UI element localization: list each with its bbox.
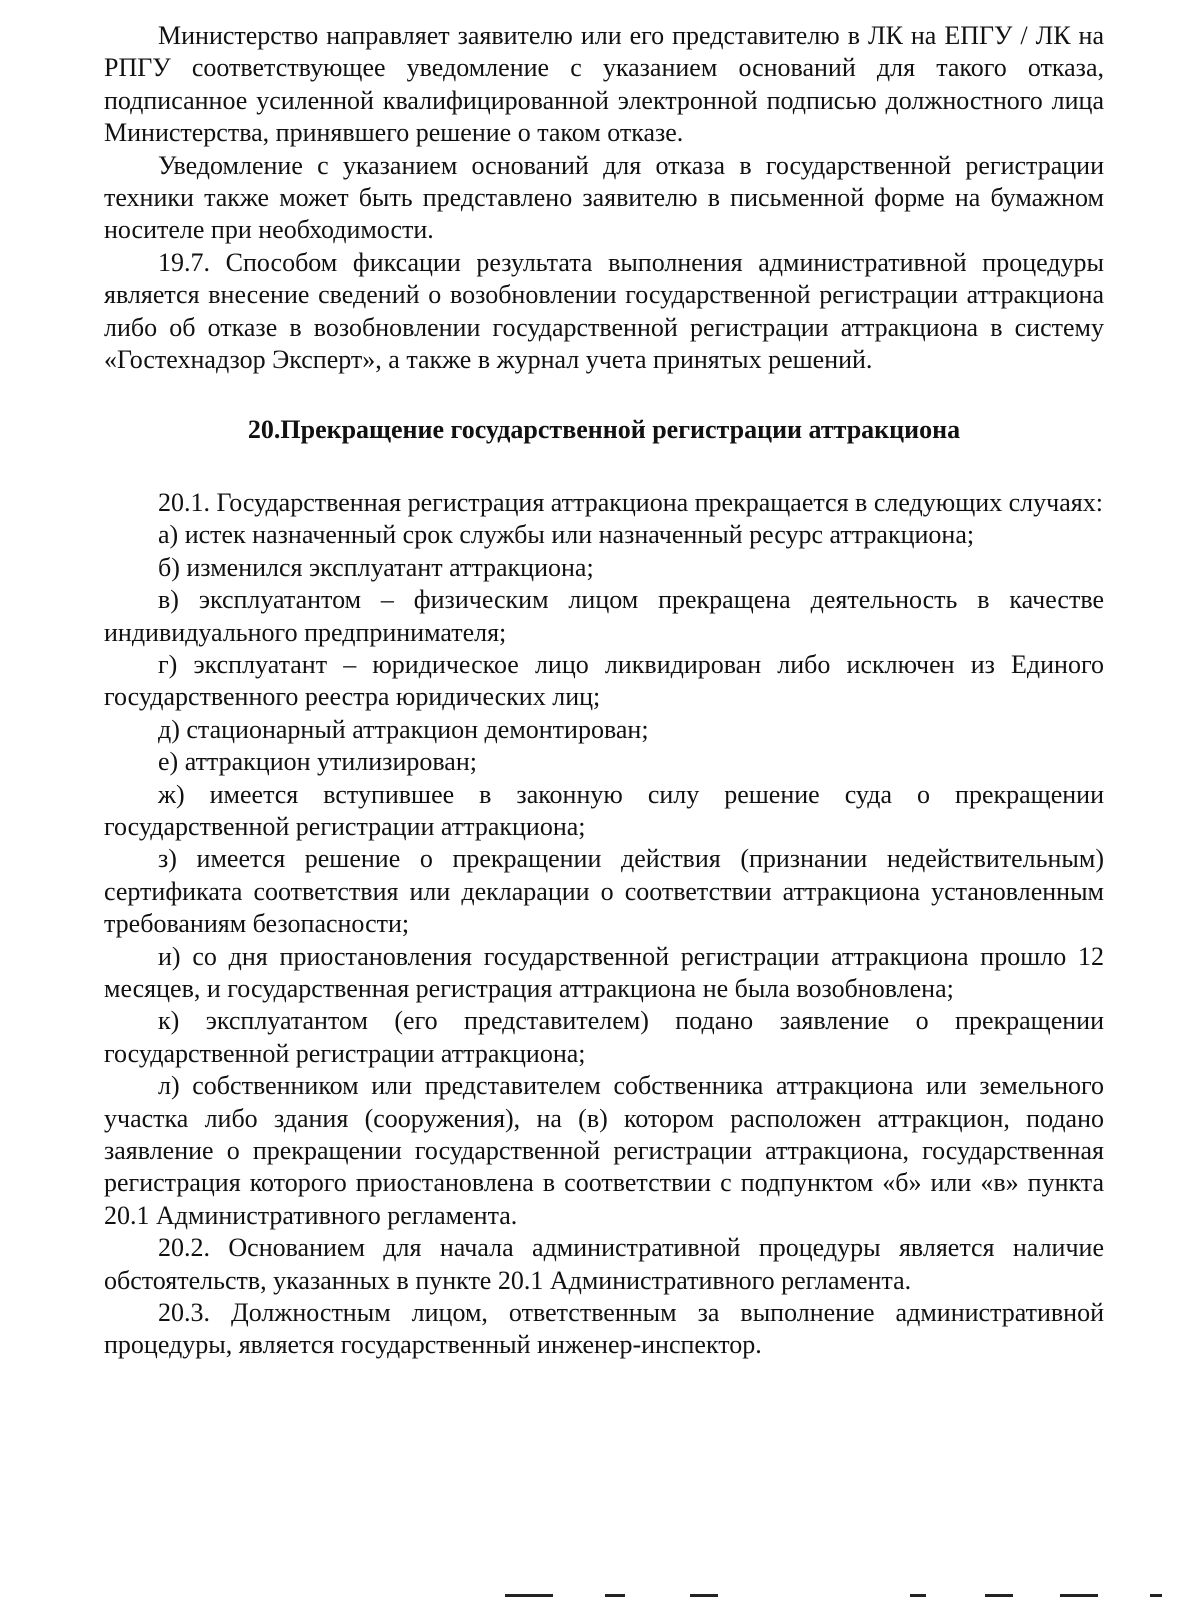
paragraph-notification: Министерство направляет заявителю или его представителю в ЛК на ЕПГУ / ЛК на РПГУ соответствующее уведомление с указанием оснований для такого отказа, подписанное усиленной квалифицированной электронной подписью должностного лица Министерства, принявшего решение о таком отказе. xyxy=(104,21,1104,148)
paragraph-paper-notification: Уведомление с указанием оснований для отказа в государственной регистрации техники также может быть представлено заявителю в письменной форме на бумажном носителе при необходимости. xyxy=(104,150,1104,245)
list-item-g: г) эксплуатант – юридическое лицо ликвидирован либо исключен из Единого государственного реестра юридических лиц; xyxy=(104,649,1104,712)
list-item-k: к) эксплуатантом (его представителем) подано заявление о прекращении государственной регистрации аттракциона; xyxy=(104,1006,1104,1068)
scan-edge-artifacts xyxy=(0,1588,1200,1605)
list-item-zh: ж) имеется вступившее в законную силу решение суда о прекращении государственной регистрации аттракциона; xyxy=(104,779,1104,841)
list-item-e: е) аттракцион утилизирован; xyxy=(158,747,477,777)
list-item-d: д) стационарный аттракцион демонтирован; xyxy=(158,714,649,744)
section-heading-20: 20.Прекращение государственной регистрации аттракциона xyxy=(247,415,961,445)
list-item-z: з) имеется решение о прекращении действия (признании недействительным) сертификата соответствия или декларации о соответствии аттракциона установленным требованиям безопасности; xyxy=(104,844,1104,939)
list-item-i: и) со дня приостановления государственной регистрации аттракциона прошло 12 месяцев, и государственная регистрация аттракциона не была возобновлена; xyxy=(104,941,1104,1003)
list-item-b: б) изменился эксплуатант аттракциона; xyxy=(158,552,594,582)
paragraph-20-1: 20.1. Государственная регистрация аттракциона прекращается в следующих случаях: xyxy=(158,487,1103,517)
paragraph-19-7: 19.7. Способом фиксации результата выполнения административной процедуры является внесение сведений о возобновлении государственной регистрации аттракциона либо об отказе в возобновлении государственной регистрации аттракциона в систему «Гостехнадзор Эксперт», а также в журнал учета принятых решений. xyxy=(104,247,1104,375)
list-item-v: в) эксплуатантом – физическим лицом прекращена деятельность в качестве индивидуального предпринимателя; xyxy=(104,585,1104,647)
paragraph-20-2: 20.2. Основанием для начала административной процедуры является наличие обстоятельств, указанных в пункте 20.1 Административного регламента. xyxy=(104,1233,1104,1295)
list-item-l: л) собственником или представителем собственника аттракциона или земельного участка либо здания (сооружения), на (в) котором расположен аттракцион, подано заявление о прекращении государственной регистрации аттракциона, государственная регистрация которого приостановлена в соответствии с подпунктом «б» или «в» пункта 20.1 Административного регламента. xyxy=(104,1071,1104,1230)
list-item-a: а) истек назначенный срок службы или назначенный ресурс аттракциона; xyxy=(158,520,975,550)
document-page xyxy=(104,20,1104,1362)
paragraph-20-3: 20.3. Должностным лицом, ответственным за выполнение административной процедуры, является государственный инженер-инспектор. xyxy=(104,1298,1104,1360)
